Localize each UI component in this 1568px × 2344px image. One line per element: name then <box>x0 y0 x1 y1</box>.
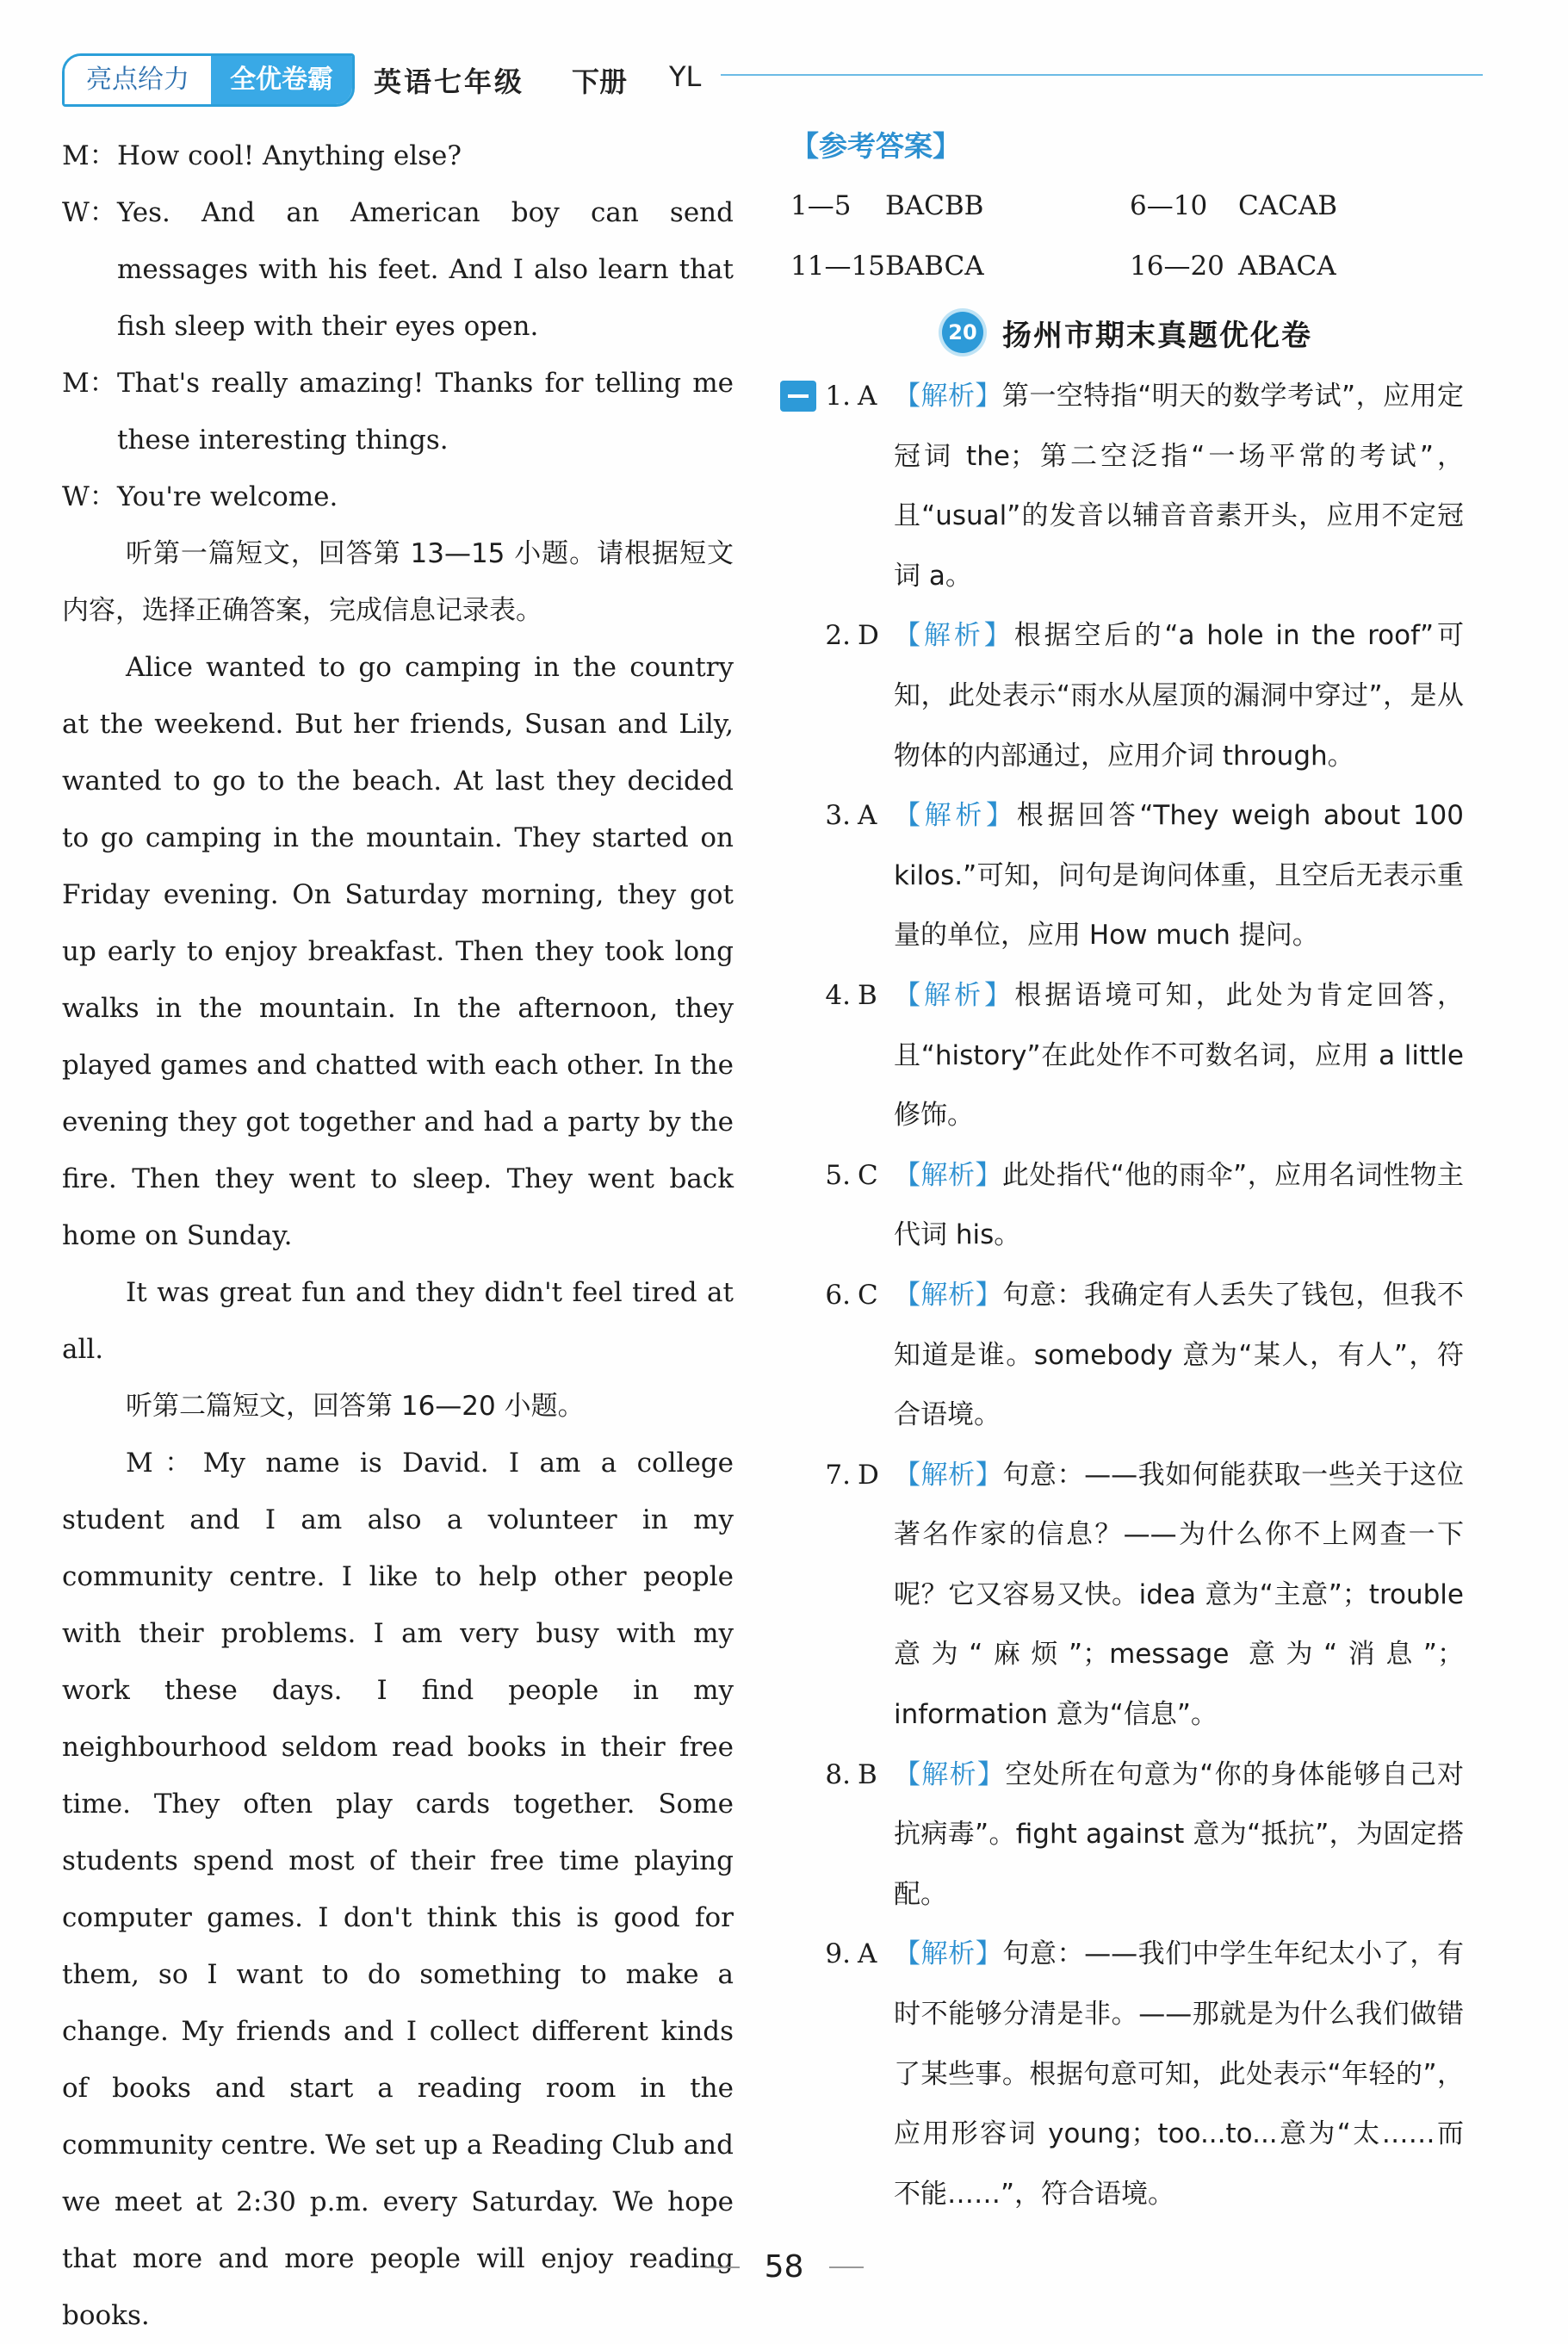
series-badge <box>62 53 355 107</box>
section-title-text: 扬州市期末真题优化卷 <box>1002 318 1312 353</box>
answer-range: 16—20 <box>1130 251 1224 282</box>
item-number: 9. <box>825 1938 851 1970</box>
analysis-tag: 【解析】 <box>894 1758 1006 1790</box>
analysis-text: 句意：——我如何能获取一些关于这位著名作家的信息？——为什么你不上网查一下呢？它又容易又快。idea 意为“主意”；trouble 意为“麻烦”；message 意为“消息”；information 意为“信息”。 <box>894 1459 1465 1731</box>
answer-key: CACAB <box>1238 190 1337 221</box>
section-number-badge: 20 <box>942 312 983 353</box>
speaker: M： <box>62 368 116 399</box>
item-answer: A <box>858 1938 877 1970</box>
item-number: 5. <box>825 1159 851 1191</box>
analysis-tag: 【解析】 <box>894 1279 1003 1311</box>
item-body <box>894 1925 1464 2224</box>
dialog-text: You're welcome. <box>117 481 338 512</box>
item-answer: D <box>858 620 879 652</box>
item-body <box>894 1746 1464 1925</box>
item-body <box>894 786 1464 966</box>
left-column <box>62 127 734 2344</box>
analysis-tag: 【解析】 <box>894 1938 1003 1970</box>
explanation-item <box>790 1146 1464 1266</box>
right-column <box>790 127 1464 2224</box>
answer-key-row <box>790 236 1464 296</box>
item-body <box>894 367 1464 606</box>
analysis-tag: 【解析】 <box>894 1159 1002 1191</box>
item-answer: B <box>858 979 877 1011</box>
page-number: 58 <box>764 2249 804 2285</box>
instruction-2: 听第二篇短文，回答第 16—20 小题。 <box>126 1391 585 1422</box>
item-number: 3. <box>825 800 851 832</box>
answer-range: 1—5 <box>790 190 852 221</box>
passage-2: M：My name is David. I am a college student and I am also a volunteer in my community centre. I like to help other people with their problems. I am very busy with my work these days. I find people in my neighbourhood seldom read books in their free time. They often play cards together. Some students spend most of their free time playing computer games. I don't think this is good for them, so I want to do something to make a change. My friends and I collect different kinds of books and start a reading room in the community centre. We set up a Reading Club and we meet at 2:30 p.m. every Saturday. We hope that more and more people will enjoy reading books. <box>62 1448 734 2331</box>
item-answer: B <box>858 1758 877 1790</box>
passage-1-paragraph-1: Alice wanted to go camping in the country at the weekend. But her friends, Susan and Lily, wanted to go to the beach. At last they decided to go camping in the mountain. They started on Friday evening. On Saturday morning, they got up early to enjoy breakfast. Then they took long walks in the mountain. In the afternoon, they played games and chatted with each other. In the evening they got together and had a party by the fire. Then they went to sleep. They went back home on Sunday. <box>62 652 734 1251</box>
answer-key: BABCA <box>885 251 984 282</box>
analysis-text: 根据空后的“a hole in the roof”可知，此处表示“雨水从屋顶的漏洞中穿过”，是从物体的内部通过，应用介词 through。 <box>894 620 1464 772</box>
dialog-line <box>62 127 734 184</box>
item-number: 2. <box>825 620 851 652</box>
part-one-icon <box>780 381 816 412</box>
dialog-text: That's really amazing! Thanks for telling me these interesting things. <box>117 368 734 456</box>
answer-range: 6—10 <box>1130 190 1208 221</box>
dialog-text: Yes. And an American boy can send messages with his feet. And I also learn that fish sleep with their eyes open. <box>117 197 734 342</box>
dialog-text: How cool! Anything else? <box>117 140 462 171</box>
explanation-item <box>790 786 1464 966</box>
item-answer: D <box>858 1459 879 1491</box>
explanation-item <box>790 606 1464 786</box>
analysis-text: 根据语境可知，此处为肯定回答，且“history”在此处作不可数名词，应用 a little 修饰。 <box>894 979 1465 1132</box>
explanation-item <box>790 1925 1464 2224</box>
analysis-tag: 【解析】 <box>894 381 1002 412</box>
item-answer: A <box>858 381 877 412</box>
speaker: W： <box>62 197 116 228</box>
speaker: W： <box>62 481 116 512</box>
item-number: 8. <box>825 1758 851 1790</box>
analysis-tag: 【解析】 <box>894 979 1015 1011</box>
passage-1-paragraph-2: It was great fun and they didn't feel tired at all. <box>62 1277 734 1365</box>
answer-key-row <box>790 176 1464 236</box>
answer-key: ABACA <box>1238 251 1336 282</box>
item-number: 1. <box>825 381 851 412</box>
badge-right-text: 全优卷霸 <box>211 56 352 104</box>
answer-key: BACBB <box>885 190 984 221</box>
analysis-text: 根据回答“They weigh about 100 kilos.”可知，问句是询问体重，且空后无表示重量的单位，应用 How much 提问。 <box>894 800 1464 952</box>
dialog-line <box>62 184 734 355</box>
item-answer: C <box>858 1279 878 1311</box>
explanation-item <box>790 966 1464 1146</box>
item-body <box>894 966 1464 1146</box>
explanation-item <box>790 1446 1464 1746</box>
book-volume: 下册 <box>572 65 628 98</box>
item-number: 6. <box>825 1279 851 1311</box>
analysis-text: 空处所在句意为“你的身体能够自己对抗病毒”。fight against 意为“抵抗”，为固定搭配。 <box>894 1758 1464 1910</box>
explanation-item <box>790 367 1464 606</box>
explanation-item <box>790 1266 1464 1446</box>
analysis-text: 第一空特指“明天的数学考试”，应用定冠词 the；第二空泛指“一场平常的考试”，且“usual”的发音以辅音音素开头，应用不定冠词 a。 <box>894 381 1465 592</box>
header-rule <box>721 74 1483 76</box>
answers-title: 【参考答案】 <box>790 129 961 163</box>
analysis-text: 句意：——我们中学生年纪太小了，有时不能够分清是非。——那就是为什么我们做错了某些事。根据句意可知，此处表示“年轻的”，应用形容词 young；too...to...意为“太……而不能……”，符合语境。 <box>894 1938 1465 2210</box>
dialog-line <box>62 355 734 468</box>
analysis-text: 此处指代“他的雨伞”，应用名词性物主代词 his。 <box>894 1159 1465 1251</box>
page-footer <box>0 2249 1568 2285</box>
explanation-item <box>790 1746 1464 1925</box>
footer-dash <box>705 2266 740 2268</box>
item-body <box>894 1266 1464 1446</box>
item-body <box>894 1146 1464 1266</box>
item-body <box>894 606 1464 786</box>
analysis-tag: 【解析】 <box>894 620 1014 652</box>
item-number: 7. <box>825 1459 851 1491</box>
answer-range: 11—15 <box>790 251 885 282</box>
analysis-tag: 【解析】 <box>894 1459 1003 1491</box>
section-title <box>790 298 1464 367</box>
book-edition: YL <box>669 60 702 93</box>
speaker: M： <box>62 140 116 171</box>
item-body <box>894 1446 1464 1746</box>
item-number: 4. <box>825 979 851 1011</box>
analysis-tag: 【解析】 <box>894 800 1017 832</box>
item-answer: A <box>858 800 877 832</box>
dialog-line <box>62 468 734 525</box>
instruction-1: 听第一篇短文，回答第 13—15 小题。请根据短文内容，选择正确答案，完成信息记录表。 <box>62 538 734 626</box>
book-subject: 英语七年级 <box>374 65 525 98</box>
badge-left-text: 亮点给力 <box>65 56 211 104</box>
analysis-text: 句意：我确定有人丢失了钱包，但我不知道是谁。somebody 意为“某人，有人”，符合语境。 <box>894 1279 1465 1431</box>
item-answer: C <box>858 1159 878 1191</box>
page-header <box>62 53 1483 107</box>
footer-dash <box>829 2266 864 2268</box>
